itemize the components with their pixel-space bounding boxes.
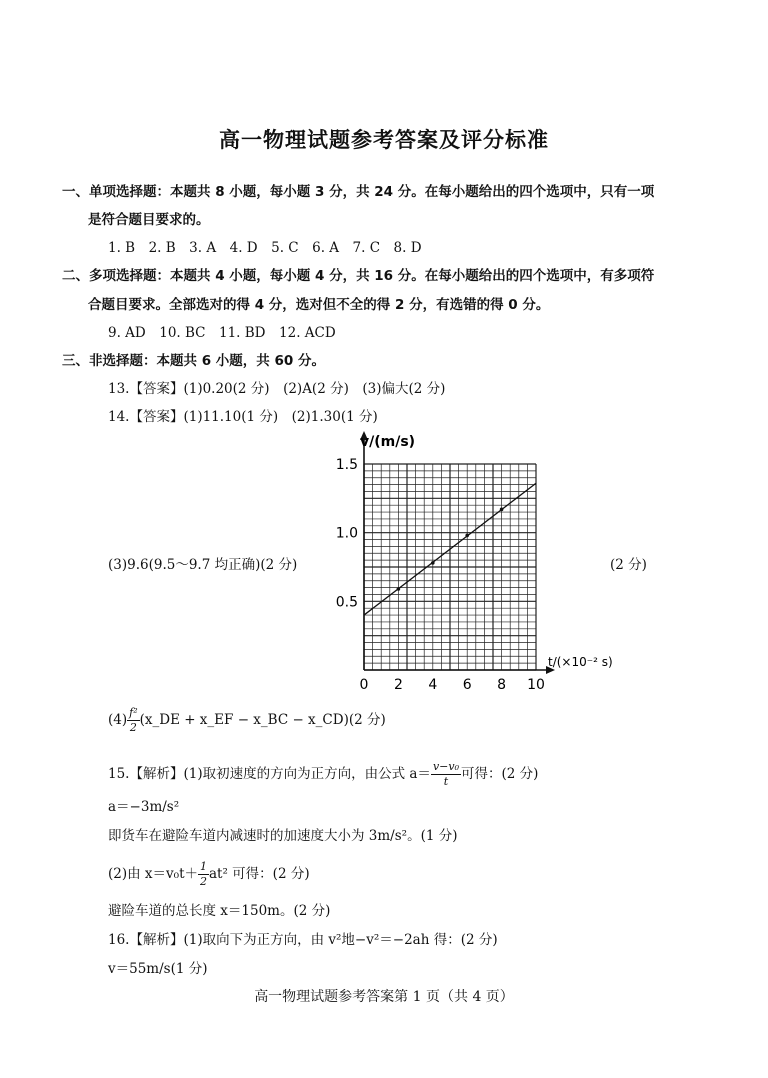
x-tick-label: 2 bbox=[393, 677, 403, 693]
q15-line4-denominator: 2 bbox=[200, 875, 207, 888]
chart-x-label: t/(×10⁻² s) bbox=[548, 655, 613, 669]
q14-answer: 14.【答案】(1)11.10(1 分) (2)1.30(1 分) bbox=[108, 409, 378, 425]
data-point bbox=[397, 587, 401, 591]
section1-heading-line1: 一、单项选择题：本题共 8 小题，每小题 3 分，共 24 分。在每小题给出的四个选项中，只有一项 bbox=[62, 184, 655, 200]
q15-line4 bbox=[108, 860, 310, 889]
page-title: 高一物理试题参考答案及评分标准 bbox=[219, 128, 549, 152]
section2-heading-line1: 二、多项选择题：本题共 4 小题，每小题 4 分，共 16 分。在每小题给出的四个选项中，有多项符 bbox=[62, 268, 655, 284]
chart-grid bbox=[364, 464, 536, 670]
x-tick-label: 6 bbox=[462, 677, 472, 693]
x-tick-label: 0 bbox=[359, 677, 369, 693]
y-tick-label: 0.5 bbox=[335, 594, 358, 611]
x-tick-label: 10 bbox=[527, 677, 545, 693]
q14-4-denominator: 2 bbox=[129, 721, 137, 734]
q14-4-numerator: f² bbox=[129, 706, 138, 719]
data-point bbox=[431, 561, 435, 565]
q15-line1-suffix: 可得：(2 分) bbox=[461, 766, 539, 782]
q15-line4-numerator: 1 bbox=[200, 860, 207, 873]
y-tick-label: 1.5 bbox=[335, 457, 358, 473]
q14-4-answer bbox=[108, 706, 386, 735]
q15-line2: a＝−3m/s² bbox=[108, 799, 180, 815]
chart-ticks bbox=[336, 457, 545, 693]
q15-line4-fraction bbox=[198, 860, 209, 889]
q15-fraction bbox=[431, 760, 461, 789]
chart-axes bbox=[360, 431, 555, 674]
q15-numerator: v−v₀ bbox=[432, 760, 459, 773]
section2-answers: 9. AD 10. BC 11. BD 12. ACD bbox=[108, 325, 336, 341]
velocity-time-chart bbox=[326, 430, 616, 698]
q15-line5: 避险车道的总长度 x＝150m。(2 分) bbox=[108, 903, 331, 919]
q14-3-answer: (3)9.6(9.5～9.7 均正确)(2 分) bbox=[108, 557, 298, 573]
q15-denominator: t bbox=[443, 775, 449, 788]
y-tick-label: 1.0 bbox=[335, 525, 358, 542]
q15-line4-suffix: at² 可得：(2 分) bbox=[209, 866, 310, 882]
q15-line1 bbox=[108, 760, 538, 789]
section3-heading: 三、非选择题：本题共 6 小题，共 60 分。 bbox=[62, 353, 325, 369]
q16-line2: v＝55m/s(1 分) bbox=[108, 961, 208, 977]
q15-line3: 即货车在避险车道内减速时的加速度大小为 3m/s²。(1 分) bbox=[108, 828, 458, 844]
q14-4-fraction bbox=[127, 706, 139, 735]
section1-answers: 1. B 2. B 3. A 4. D 5. C 6. A 7. C 8. D bbox=[108, 240, 422, 256]
data-point bbox=[500, 508, 504, 512]
section1-heading-line2: 是符合题目要求的。 bbox=[88, 212, 210, 228]
q15-line4-text: (2)由 x＝v₀t＋ bbox=[108, 866, 198, 882]
x-tick-label: 4 bbox=[428, 677, 438, 693]
q15-line1-text: 15.【解析】(1)取初速度的方向为正方向，由公式 a＝ bbox=[108, 766, 431, 782]
page-footer: 高一物理试题参考答案第 1 页（共 4 页） bbox=[254, 989, 514, 1005]
q14-3-score: (2 分) bbox=[610, 557, 647, 573]
chart-y-label: v/(m/s) bbox=[360, 434, 416, 450]
q14-4-prefix: (4) bbox=[108, 712, 128, 728]
section2-heading-line2: 合题目要求。全部选对的得 4 分，选对但不全的得 2 分，有选错的得 0 分。 bbox=[88, 297, 550, 313]
q13-answer: 13.【答案】(1)0.20(2 分) (2)A(2 分) (3)偏大(2 分) bbox=[108, 381, 446, 397]
x-tick-label: 8 bbox=[497, 677, 507, 693]
data-point bbox=[465, 534, 469, 538]
q14-4-expression: (x_DE + x_EF − x_BC − x_CD)(2 分) bbox=[139, 712, 386, 728]
q16-line1: 16.【解析】(1)取向下为正方向，由 v²地−v²＝−2ah 得：(2 分) bbox=[108, 932, 498, 948]
